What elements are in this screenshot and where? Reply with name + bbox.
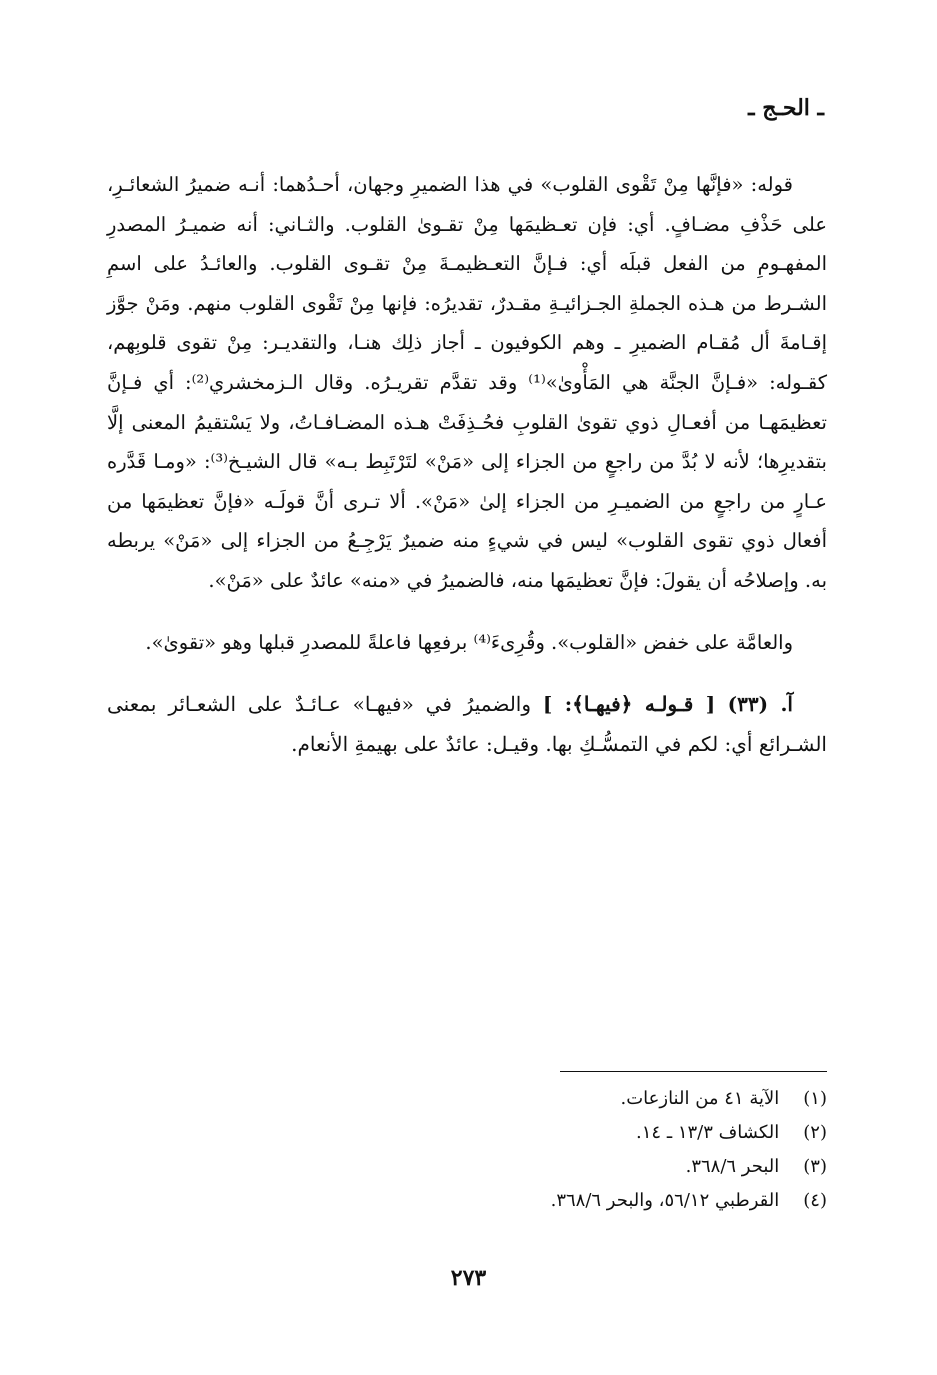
commentary-paragraph-3: [107, 684, 827, 764]
footnote-text: الكشاف ١٣/٣ ـ ١٤.: [636, 1122, 780, 1143]
footnote-item: [107, 1184, 827, 1218]
page-number: ٢٧٣: [450, 1265, 487, 1291]
running-header: ـ الحـج ـ: [748, 95, 824, 121]
footnote-number: (٣): [803, 1156, 827, 1177]
footnotes-list: [107, 1082, 827, 1218]
footnote-text: الآية ٤١ من النازعات.: [620, 1088, 780, 1109]
main-text-block: [107, 165, 827, 764]
footnote-item: [107, 1082, 827, 1116]
footnote-item: [107, 1116, 827, 1150]
verse-heading: آ. (٣٣) [ قـولـه ﴿فيهـا﴾: ]: [542, 692, 793, 717]
verse-commentary: والضميرُ في «فيهـا» عـائـدٌ على الشعـائر بمعنى الشـرائع أي: لكم في التمسُّـكِ بها. وقيـل: عائدٌ على بهيمةِ الأنعام.: [107, 692, 827, 757]
footnote-number: (١): [803, 1088, 827, 1109]
commentary-paragraph-1: قوله: «فإنَّها مِنْ تَقْوى القلوب» في هذا الضميرِ وجهان، أحـدُهما: أنـه ضميرُ الشعائـرِ، على حَذْفِ مضـافٍ. أي: فإن تعـظيمَها مِنْ تقـوىٰ القلوب. والثـاني: أنه ضميـرُ المصدرِ المفهـومِ من الفعل قبلَه أي: فـإنَّ التعـظيمـةَ مِنْ تقـوى القلوب. والعائـدُ على اسمِ الشـرط من هـذه الجملةِ الجـزائيـةِ مقـدرٌ، تقديرُه: فإنها مِنْ تَقْوى القلوب منهم. ومَنْ جوَّز إقـامةَ أل مُقـام الضميرِ ـ وهم الكوفيون ـ أجاز ذلِك هنـا، والتقديـر: مِنْ تقوى قلوبِهم، كقـوله: «فـإنَّ الجنَّة هي المَأْوىٰ»⁽¹⁾ وقد تقدَّم تقريـرُه. وقال الـزمخشري⁽²⁾: أي فـإنَّ تعظيمَهـا من أفعـالِ ذوي تقوىٰ القلوبِ فحُـذِفَتْ هـذه المضـافـاتُ، ولا يَسْتقيمُ المعنى إلَّا بتقديرِها؛ لأنه لا بُدَّ من راجعٍ من الجزاء إلى «مَنْ» لتَرْتَبِط بـه» قال الشيـخ⁽³⁾: «ومـا قَدَّره عـارٍ من راجعٍ من الضميـرِ من الجزاء إلىٰ «مَنْ». ألا تـرى أنَّ قولَـه «فإنَّ تعظيمَها من أفعال ذوي تقوى القلوب» ليس في شيءٍ منه ضميرٌ يَرْجِـعُ من الجزاء إلى «مَنْ» يربطه به. وإصلاحُه أن يقولَ: فإنَّ تعظيمَها منه، فالضميرُ في «منه» عائدٌ على «مَنْ».: [107, 173, 828, 592]
footnote-number: (٢): [803, 1122, 827, 1143]
footnote-number: (٤): [803, 1190, 827, 1211]
commentary-paragraph-2: والعامَّة على خفض «القلوب». وقُرِىءَ⁽⁴⁾ برفعِها فاعلةً للمصدرِ قبلها وهو «تقوىٰ».: [145, 630, 793, 654]
footnote-text: القرطبي ٥٦/١٢، والبحر ٣٦٨/٦.: [550, 1190, 780, 1211]
footnote-item: [107, 1150, 827, 1184]
footnote-divider: [560, 1071, 827, 1072]
footnote-text: البحر ٣٦٨/٦.: [685, 1156, 780, 1177]
